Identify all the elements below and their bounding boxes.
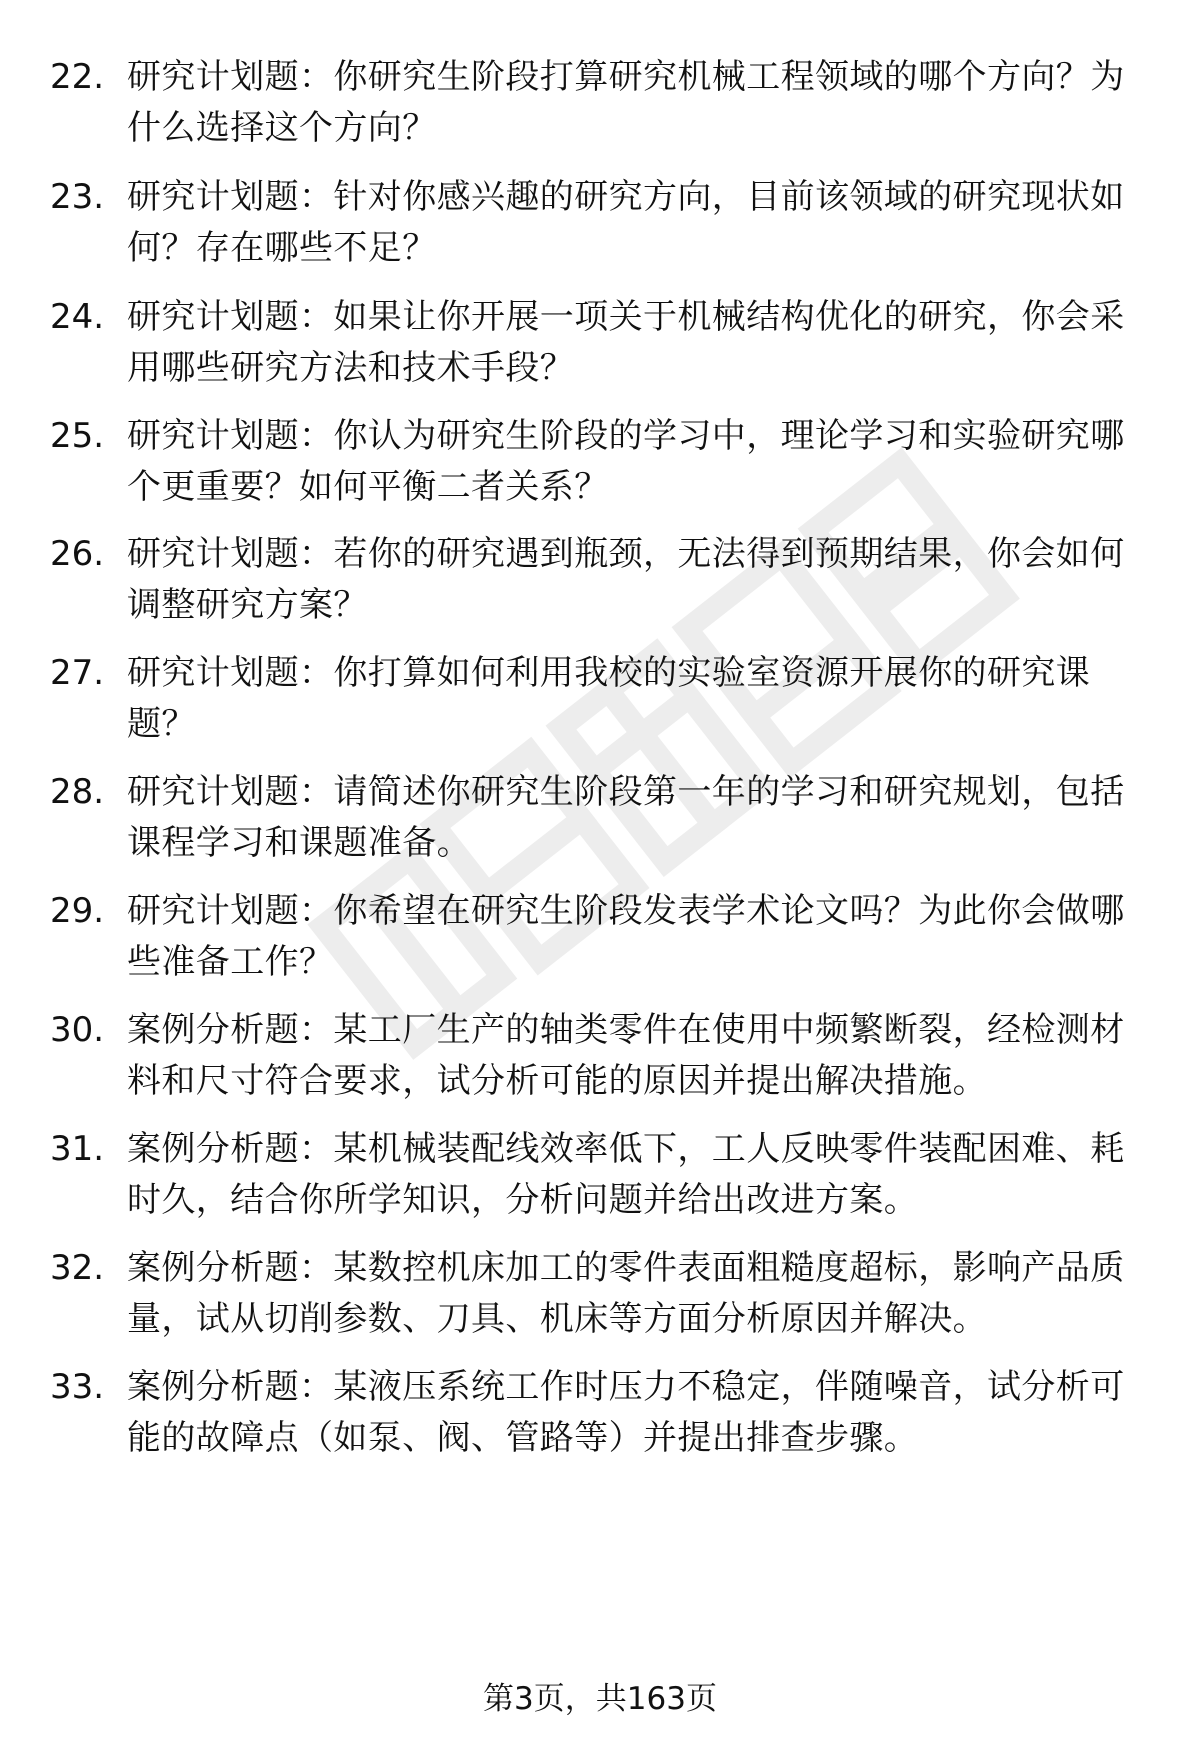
question-text: 研究计划题：若你的研究遇到瓶颈，无法得到预期结果，你会如何调整研究方案？ <box>127 534 1125 625</box>
question-number: 33. <box>50 1367 105 1407</box>
question-text: 研究计划题：你研究生阶段打算研究机械工程领域的哪个方向？为什么选择这个方向？ <box>127 57 1125 148</box>
question-text: 研究计划题：如果让你开展一项关于机械结构优化的研究，你会采用哪些研究方法和技术手段？ <box>127 297 1125 388</box>
question-text: 研究计划题：你希望在研究生阶段发表学术论文吗？为此你会做哪些准备工作？ <box>127 891 1125 982</box>
question-number: 32. <box>50 1248 105 1288</box>
question-text: 研究计划题：你认为研究生阶段的学习中，理论学习和实验研究哪个更重要？如何平衡二者关系？ <box>127 416 1125 507</box>
question-number: 30. <box>50 1010 105 1050</box>
question-text: 案例分析题：某工厂生产的轴类零件在使用中频繁断裂，经检测材料和尺寸符合要求，试分析可能的原因并提出解决措施。 <box>127 1010 1125 1101</box>
question-number: 27. <box>50 653 105 693</box>
question-number: 26. <box>50 534 105 574</box>
question-number: 24. <box>50 297 105 337</box>
question-number: 22. <box>50 57 105 97</box>
question-text: 研究计划题：你打算如何利用我校的实验室资源开展你的研究课题？ <box>127 653 1091 744</box>
question-number: 29. <box>50 891 105 931</box>
question-text: 案例分析题：某液压系统工作时压力不稳定，伴随噪音，试分析可能的故障点（如泵、阀、管路等）并提出排查步骤。 <box>127 1367 1125 1458</box>
question-number: 28. <box>50 772 105 812</box>
question-number: 31. <box>50 1129 105 1169</box>
page-number-footer: 第3页，共163页 <box>483 1681 717 1717</box>
question-text: 研究计划题：针对你感兴趣的研究方向，目前该领域的研究现状如何？存在哪些不足？ <box>127 177 1125 268</box>
question-text: 案例分析题：某机械装配线效率低下，工人反映零件装配困难、耗时久，结合你所学知识，分析问题并给出改进方案。 <box>127 1129 1125 1220</box>
question-number: 25. <box>50 416 105 456</box>
question-text: 案例分析题：某数控机床加工的零件表面粗糙度超标，影响产品质量，试从切削参数、刀具、机床等方面分析原因并解决。 <box>127 1248 1125 1339</box>
question-text: 研究计划题：请简述你研究生阶段第一年的学习和研究规划，包括课程学习和课题准备。 <box>127 772 1125 863</box>
question-number: 23. <box>50 177 105 217</box>
